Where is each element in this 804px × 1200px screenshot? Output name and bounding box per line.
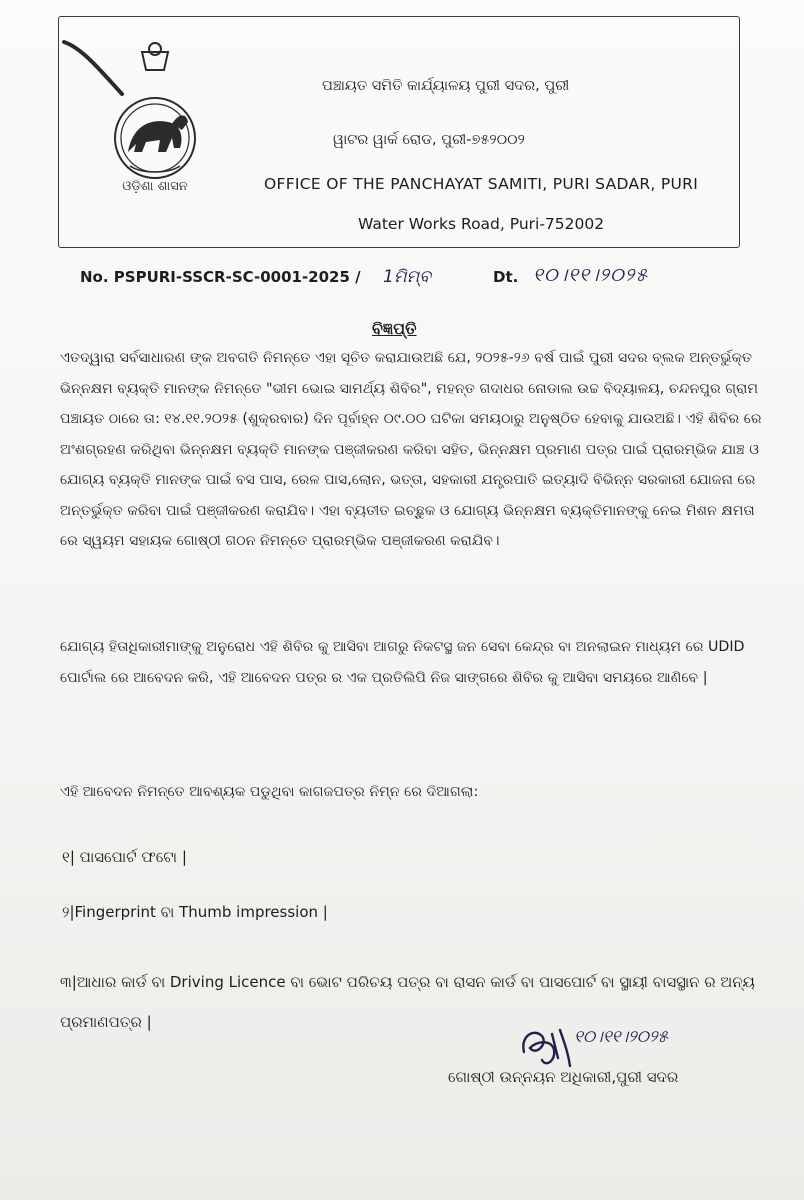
notice-title: ବିଜ୍ଞପ୍ତି bbox=[372, 319, 417, 338]
office-address-odia: ୱାଟର ୱାର୍କ ରୋଡ, ପୁରୀ-୭୫୨୦୦୨ bbox=[333, 132, 525, 148]
document-list-item: ୩|ଆଧାର କାର୍ଡ ବା Driving Licence ବା ଭୋଟ ପରିଚୟ ପତ୍ର ବା ରାସନ କାର୍ଡ ବା ପାସପୋର୍ଟ ବା ସ୍ଥାୟୀ ବାସସ୍ଥାନ ର ଅନ୍ୟ ପ୍ରମାଣପତ୍ର | bbox=[60, 973, 755, 1031]
handwritten-letter-number: 1ମିମ୍ବ bbox=[383, 267, 431, 287]
office-name-odia: ପଞ୍ଚାୟତ ସମିତି କାର୍ଯ୍ୟାଳୟ ପୁରୀ ସଦର, ପୁରୀ bbox=[322, 78, 570, 94]
document-list-item: ୧| ପାସପୋର୍ଟ ଫଟୋ | bbox=[62, 848, 187, 866]
notice-paragraph-3: ଏହି ଆବେଦନ ନିମନ୍ତେ ଆବଶ୍ୟକ ପଡୁଥିବା କାଗଜପତ୍ର ନିମ୍ନ ରେ ଦିଆଗଲା: bbox=[60, 784, 479, 800]
document-list-item: ୨|Fingerprint ବା Thumb impression | bbox=[62, 903, 328, 921]
signature-date: ୧୦।୧୧।୨୦୨୫ bbox=[574, 1027, 669, 1047]
office-name-english: OFFICE OF THE PANCHAYAT SAMITI, PURI SADAR, PURI bbox=[264, 175, 699, 193]
handwritten-date: ୧୦।୧୧।୨୦୨୫ bbox=[533, 264, 649, 286]
notice-paragraph-2: ଯୋଗ୍ୟ ହିତାଧିକାରୀମାଙ୍କୁ ଅନୁରୋଧ ଏହି ଶିବିର କୁ ଆସିବା ଆଗରୁ ନିକଟସ୍ଥ ଜନ ସେବା କେନ୍ଦ୍ର ବା ଅନଲାଇନ ମାଧ୍ୟମ ରେ UDID ପୋର୍ଟାଲ ରେ ଆବେଦନ କରି, ଏହି ଆବେଦନ ପତ୍ର ର ଏକ ପ୍ରତିଲିପି ନିଜ ସାଙ୍ଗରେ ଶିବିର କୁ ଆସିବା ସମୟରେ ଆଣିବେ | bbox=[60, 639, 745, 686]
reference-number: No. PSPURI-SSCR-SC-0001-2025 / bbox=[80, 268, 361, 286]
emblem-text: ଓଡ଼ିଶା ଶାସନ bbox=[122, 179, 188, 194]
office-address-english: Water Works Road, Puri-752002 bbox=[358, 215, 605, 233]
officer-designation: ଗୋଷ୍ଠୀ ଉନ୍ନୟନ ଅଧିକାରୀ,ପୁରୀ ସଦର bbox=[448, 1068, 679, 1086]
odisha-emblem-seal bbox=[80, 40, 230, 200]
date-label: Dt. bbox=[493, 268, 519, 286]
notice-paragraph-1: ଏତଦ୍ୱାରା ସର୍ବସାଧାରଣ ଙ୍କ ଅବଗତି ନିମନ୍ତେ ଏହା ସୂଚିତ କରାଯାଉଅଛି ଯେ, ୨୦୨୫-୨୬ ବର୍ଷ ପାଇଁ ପୁରୀ ସଦର ବ୍ଲକ ଅନ୍ତର୍ଭୁକ୍ତ ଭିନ୍ନକ୍ଷମ ବ୍ୟକ୍ତି ମାନଙ୍କ ନିମନ୍ତେ "ଭୀମ ଭୋଇ ସାମର୍ଥ୍ୟ ଶିବିର", ମହନ୍ତ ଗଦାଧର ନୋଡାଲ ଉଚ୍ଚ ବିଦ୍ୟାଳୟ, ଚନ୍ଦନପୁର ଗ୍ରାମ ପଞ୍ଚାୟତ ଠାରେ ତା: ୧୪.୧୧.୨୦୨୫ (ଶୁକ୍ରବାର) ଦିନ ପୂର୍ବାହ୍ନ ୦୯.୦୦ ଘଟିକା ସମୟଠାରୁ ଅନୁଷ୍ଠିତ ହେବାକୁ ଯାଉଅଛି। ଏହି ଶିବିର ରେ ଅଂଶଗ୍ରହଣ କରିଥିବା ଭିନ୍ନକ୍ଷମ ବ୍ୟକ୍ତି ମାନଙ୍କ ପଞ୍ଜୀକରଣ କରିବା ସହିତ, ଭିନ୍ନକ୍ଷମ ପ୍ରମାଣ ପତ୍ର ପାଇଁ ପ୍ରାରମ୍ଭିକ ଯାଞ୍ଚ ଓ ଯୋଗ୍ୟ ବ୍ୟକ୍ତି ମାନଙ୍କ ପାଇଁ ବସ ପାସ, ରେଳ ପାସ,ଲୋନ, ଭତ୍ତା, ସହକାରୀ ଯନ୍ତ୍ରପାତି ଇତ୍ୟାଦି ବିଭିନ୍ନ ସରକାରୀ ଯୋଜନା ରେ ଅନ୍ତର୍ଭୁକ୍ତ କରିବା ପାଇଁ ପଞ୍ଜୀକରଣ କରାଯିବ। ଏହା ବ୍ୟତୀତ ଇଚ୍ଛୁକ ଓ ଯୋଗ୍ୟ ଭିନ୍ନକ୍ଷମ ବ୍ୟକ୍ତିମାନଙ୍କୁ ନେଇ ମିଶନ କ୍ଷମତା ରେ ସ୍ୱୟମ ସହାୟକ ଗୋଷ୍ଠୀ ଗଠନ ନିମନ୍ତେ ପ୍ରାରମ୍ଭିକ ପଞ୍ଜୀକରଣ କରାଯିବ। bbox=[60, 350, 762, 549]
